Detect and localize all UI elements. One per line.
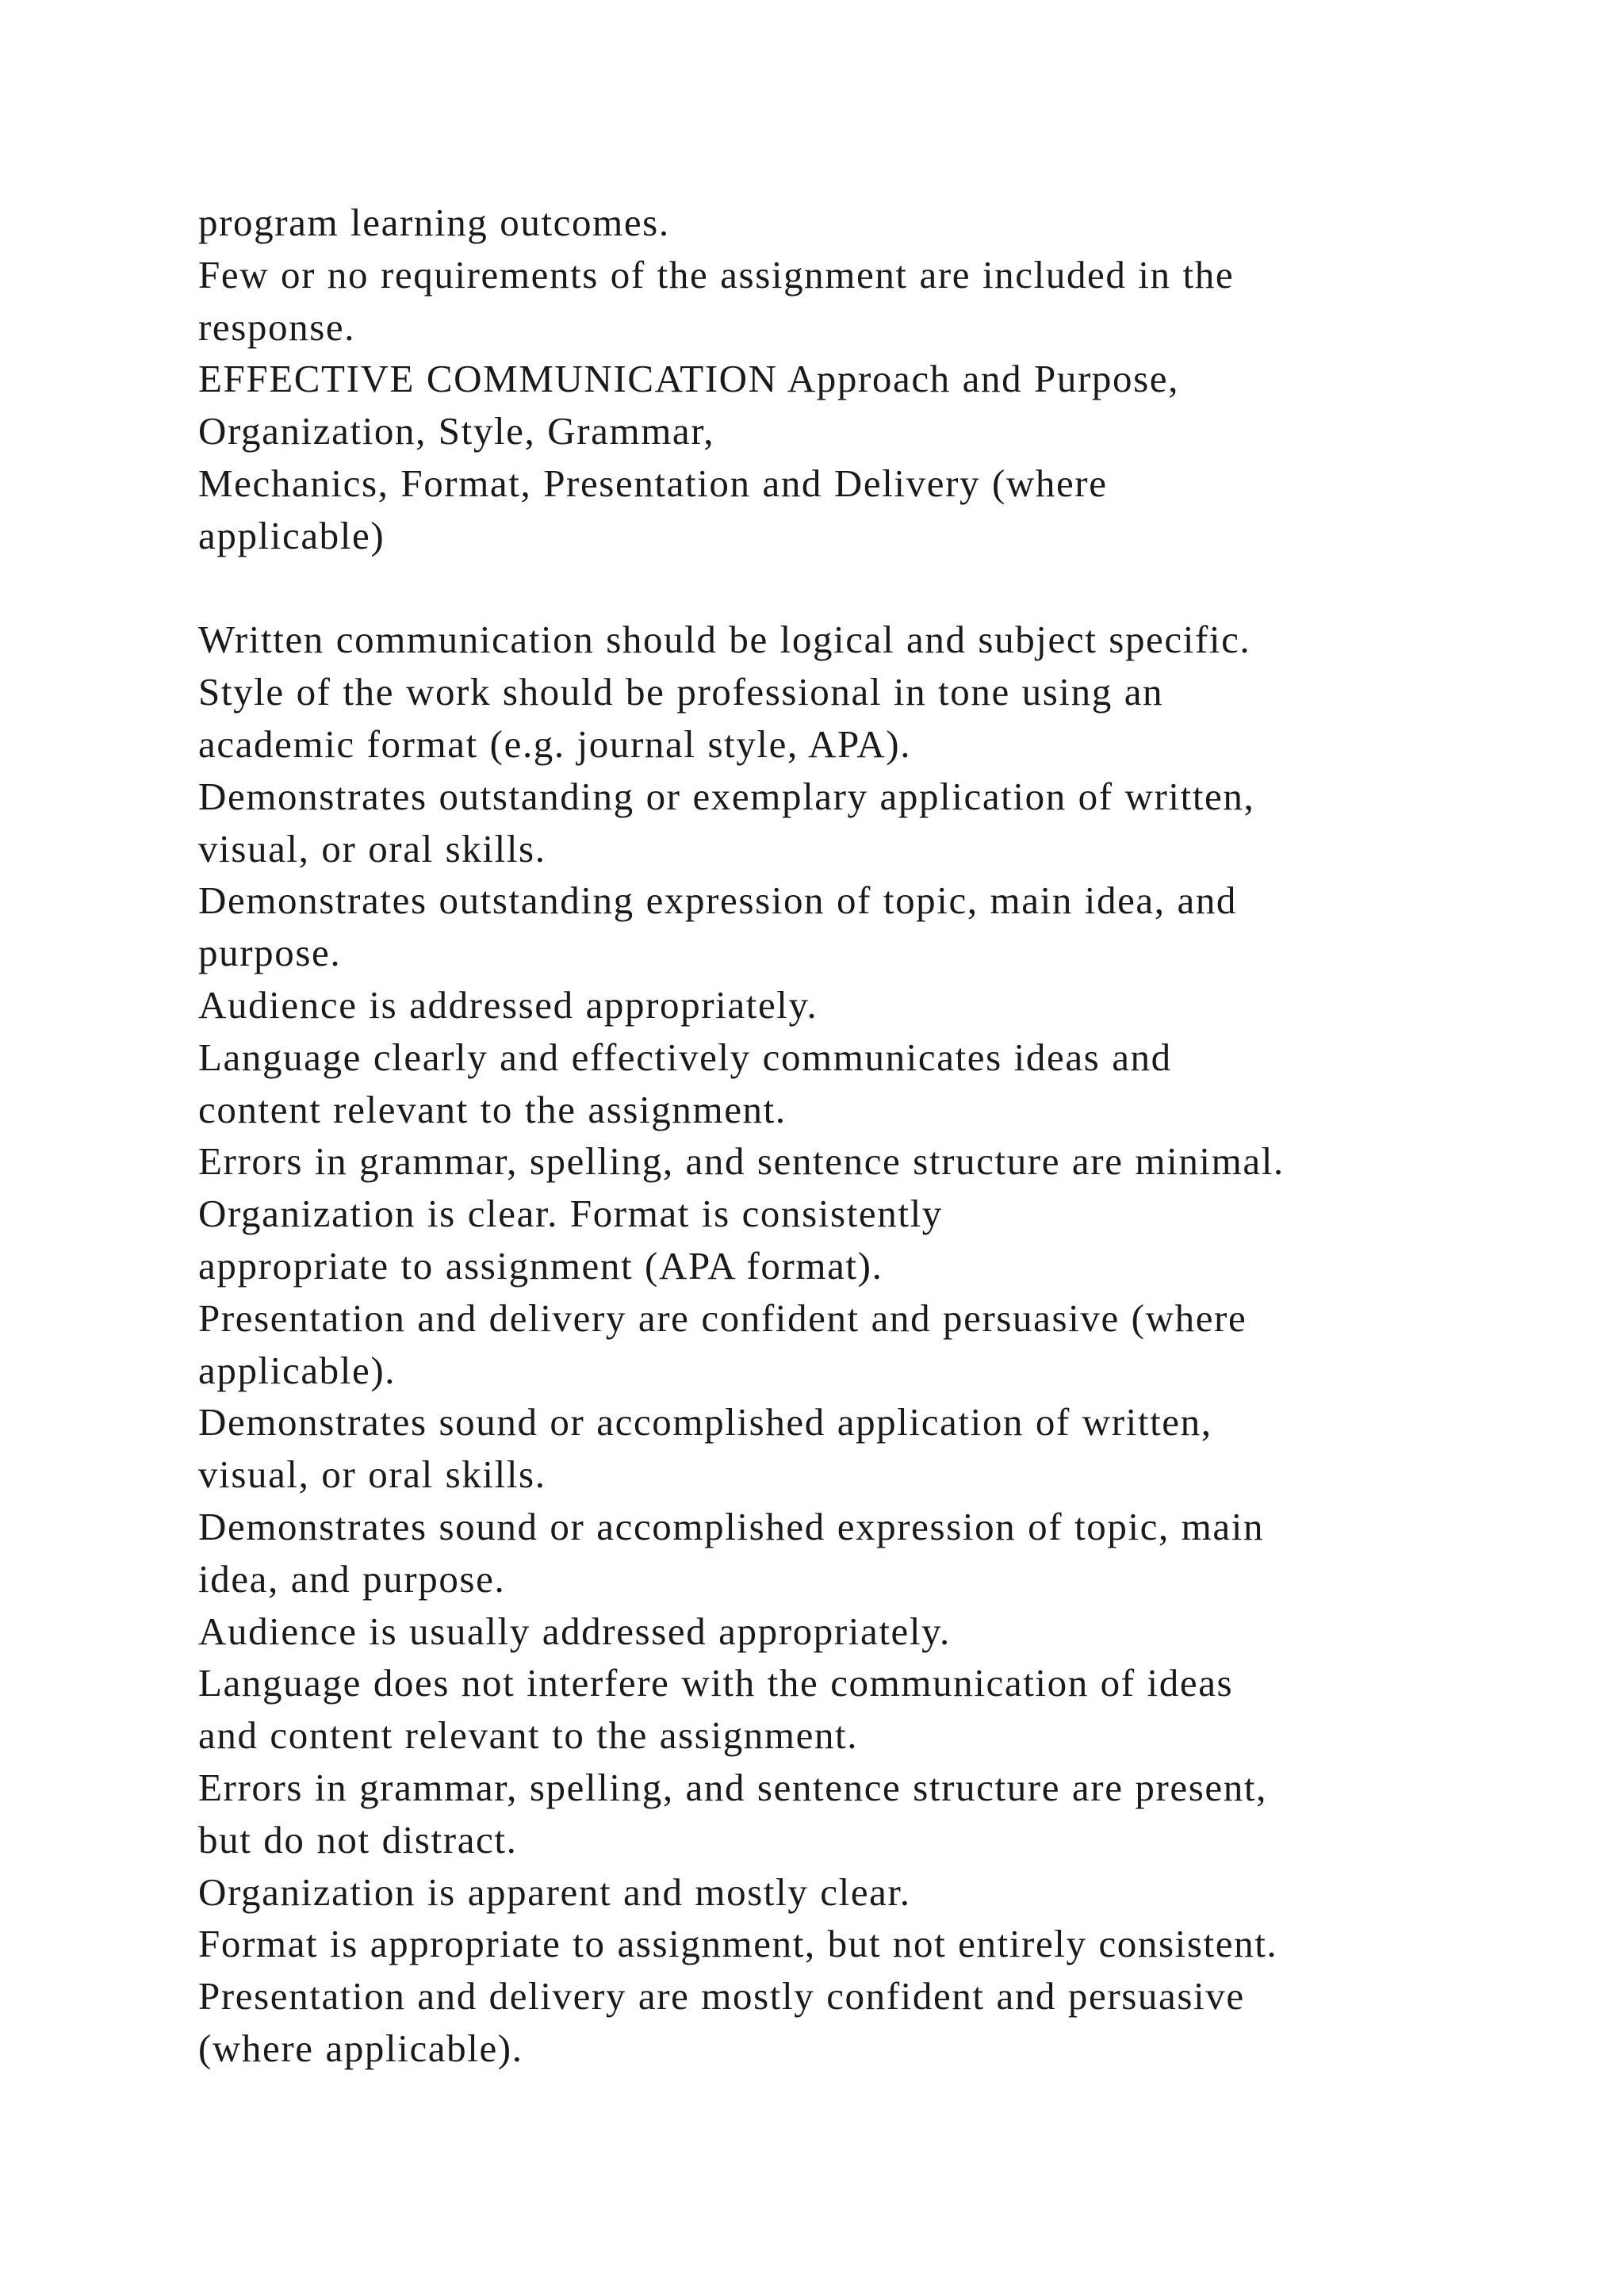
text-line: idea, and purpose. <box>198 1556 506 1601</box>
text-line: Errors in grammar, spelling, and sentence structure are minimal. <box>198 1139 1285 1184</box>
section-heading-line: EFFECTIVE COMMUNICATION Approach and Purpose, <box>198 357 1179 401</box>
text-line: Format is appropriate to assignment, but not entirely consistent. <box>198 1922 1278 1966</box>
text-line: visual, or oral skills. <box>198 826 546 871</box>
text-line: content relevant to the assignment. <box>198 1087 787 1131</box>
section-heading-line: Mechanics, Format, Presentation and Delivery (where <box>198 461 1108 505</box>
text-line: Few or no requirements of the assignment are included in the <box>198 252 1235 297</box>
text-line: Language does not interfere with the communication of ideas <box>198 1661 1234 1705</box>
text-line: Demonstrates sound or accomplished expression of topic, main <box>198 1504 1265 1548</box>
text-line: Demonstrates sound or accomplished application of written, <box>198 1400 1212 1445</box>
text-line: purpose. <box>198 931 342 975</box>
text-line: Demonstrates outstanding or exemplary application of written, <box>198 774 1255 818</box>
text-line: Organization is apparent and mostly clear. <box>198 1869 911 1914</box>
section-heading-line: applicable) <box>198 513 385 557</box>
text-line: Errors in grammar, spelling, and sentence structure are present, <box>198 1765 1267 1809</box>
text-line: Style of the work should be professional in tone using an <box>198 670 1164 714</box>
section-heading-line: Organization, Style, Grammar, <box>198 409 715 453</box>
text-line: response. <box>198 304 356 349</box>
text-line: Presentation and delivery are confident and persuasive (where <box>198 1295 1247 1340</box>
text-line: and content relevant to the assignment. <box>198 1713 859 1758</box>
text-line: visual, or oral skills. <box>198 1452 546 1497</box>
text-line: program learning outcomes. <box>198 201 670 244</box>
text-line: Presentation and delivery are mostly confident and persuasive <box>198 1974 1245 2019</box>
text-line: Audience is addressed appropriately. <box>198 982 818 1027</box>
text-line: Language clearly and effectively communicates ideas and <box>198 1035 1172 1079</box>
blank-line <box>198 562 1483 614</box>
text-line: but do not distract. <box>198 1817 518 1862</box>
text-line: Demonstrates outstanding expression of topic, main idea, and <box>198 878 1238 923</box>
text-line: (where applicable). <box>198 2026 523 2070</box>
document-body <box>198 197 1483 2075</box>
text-line: Written communication should be logical and subject specific. <box>198 618 1251 662</box>
text-line: appropriate to assignment (APA format). <box>198 1243 883 1288</box>
text-line: applicable). <box>198 1348 396 1392</box>
text-line: Organization is clear. Format is consistently <box>198 1192 943 1236</box>
text-line: academic format (e.g. journal style, APA). <box>198 721 912 766</box>
text-line: Audience is usually addressed appropriately. <box>198 1609 951 1653</box>
